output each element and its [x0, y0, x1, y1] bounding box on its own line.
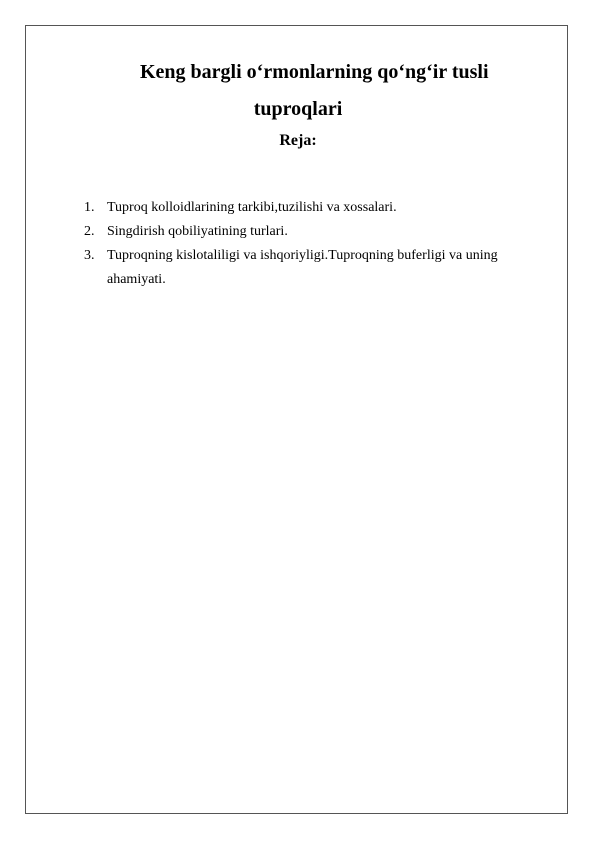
plan-item [84, 196, 524, 220]
plan-item-number: 3. [84, 248, 95, 263]
plan-item-text: Tuproq kolloidlarining tarkibi,tuzilishi va xossalari. [107, 200, 397, 215]
document-title-line-1: Keng bargli o‘rmonlarning qo‘ng‘ir tusli [140, 61, 489, 83]
plan-heading: Reja: [279, 132, 317, 149]
plan-item-text: Tuproqning kislotaliligi va ishqoriyligi.Tuproqning buferligi va uning ahamiyati. [107, 248, 498, 287]
plan-item-text: Singdirish qobiliyatining turlari. [107, 224, 288, 239]
document-title-line-2: tuproqlari [253, 98, 343, 120]
plan-list [84, 196, 524, 292]
plan-item-number: 2. [84, 224, 95, 239]
plan-item [84, 220, 524, 244]
plan-item-number: 1. [84, 200, 95, 215]
plan-item [84, 244, 524, 292]
